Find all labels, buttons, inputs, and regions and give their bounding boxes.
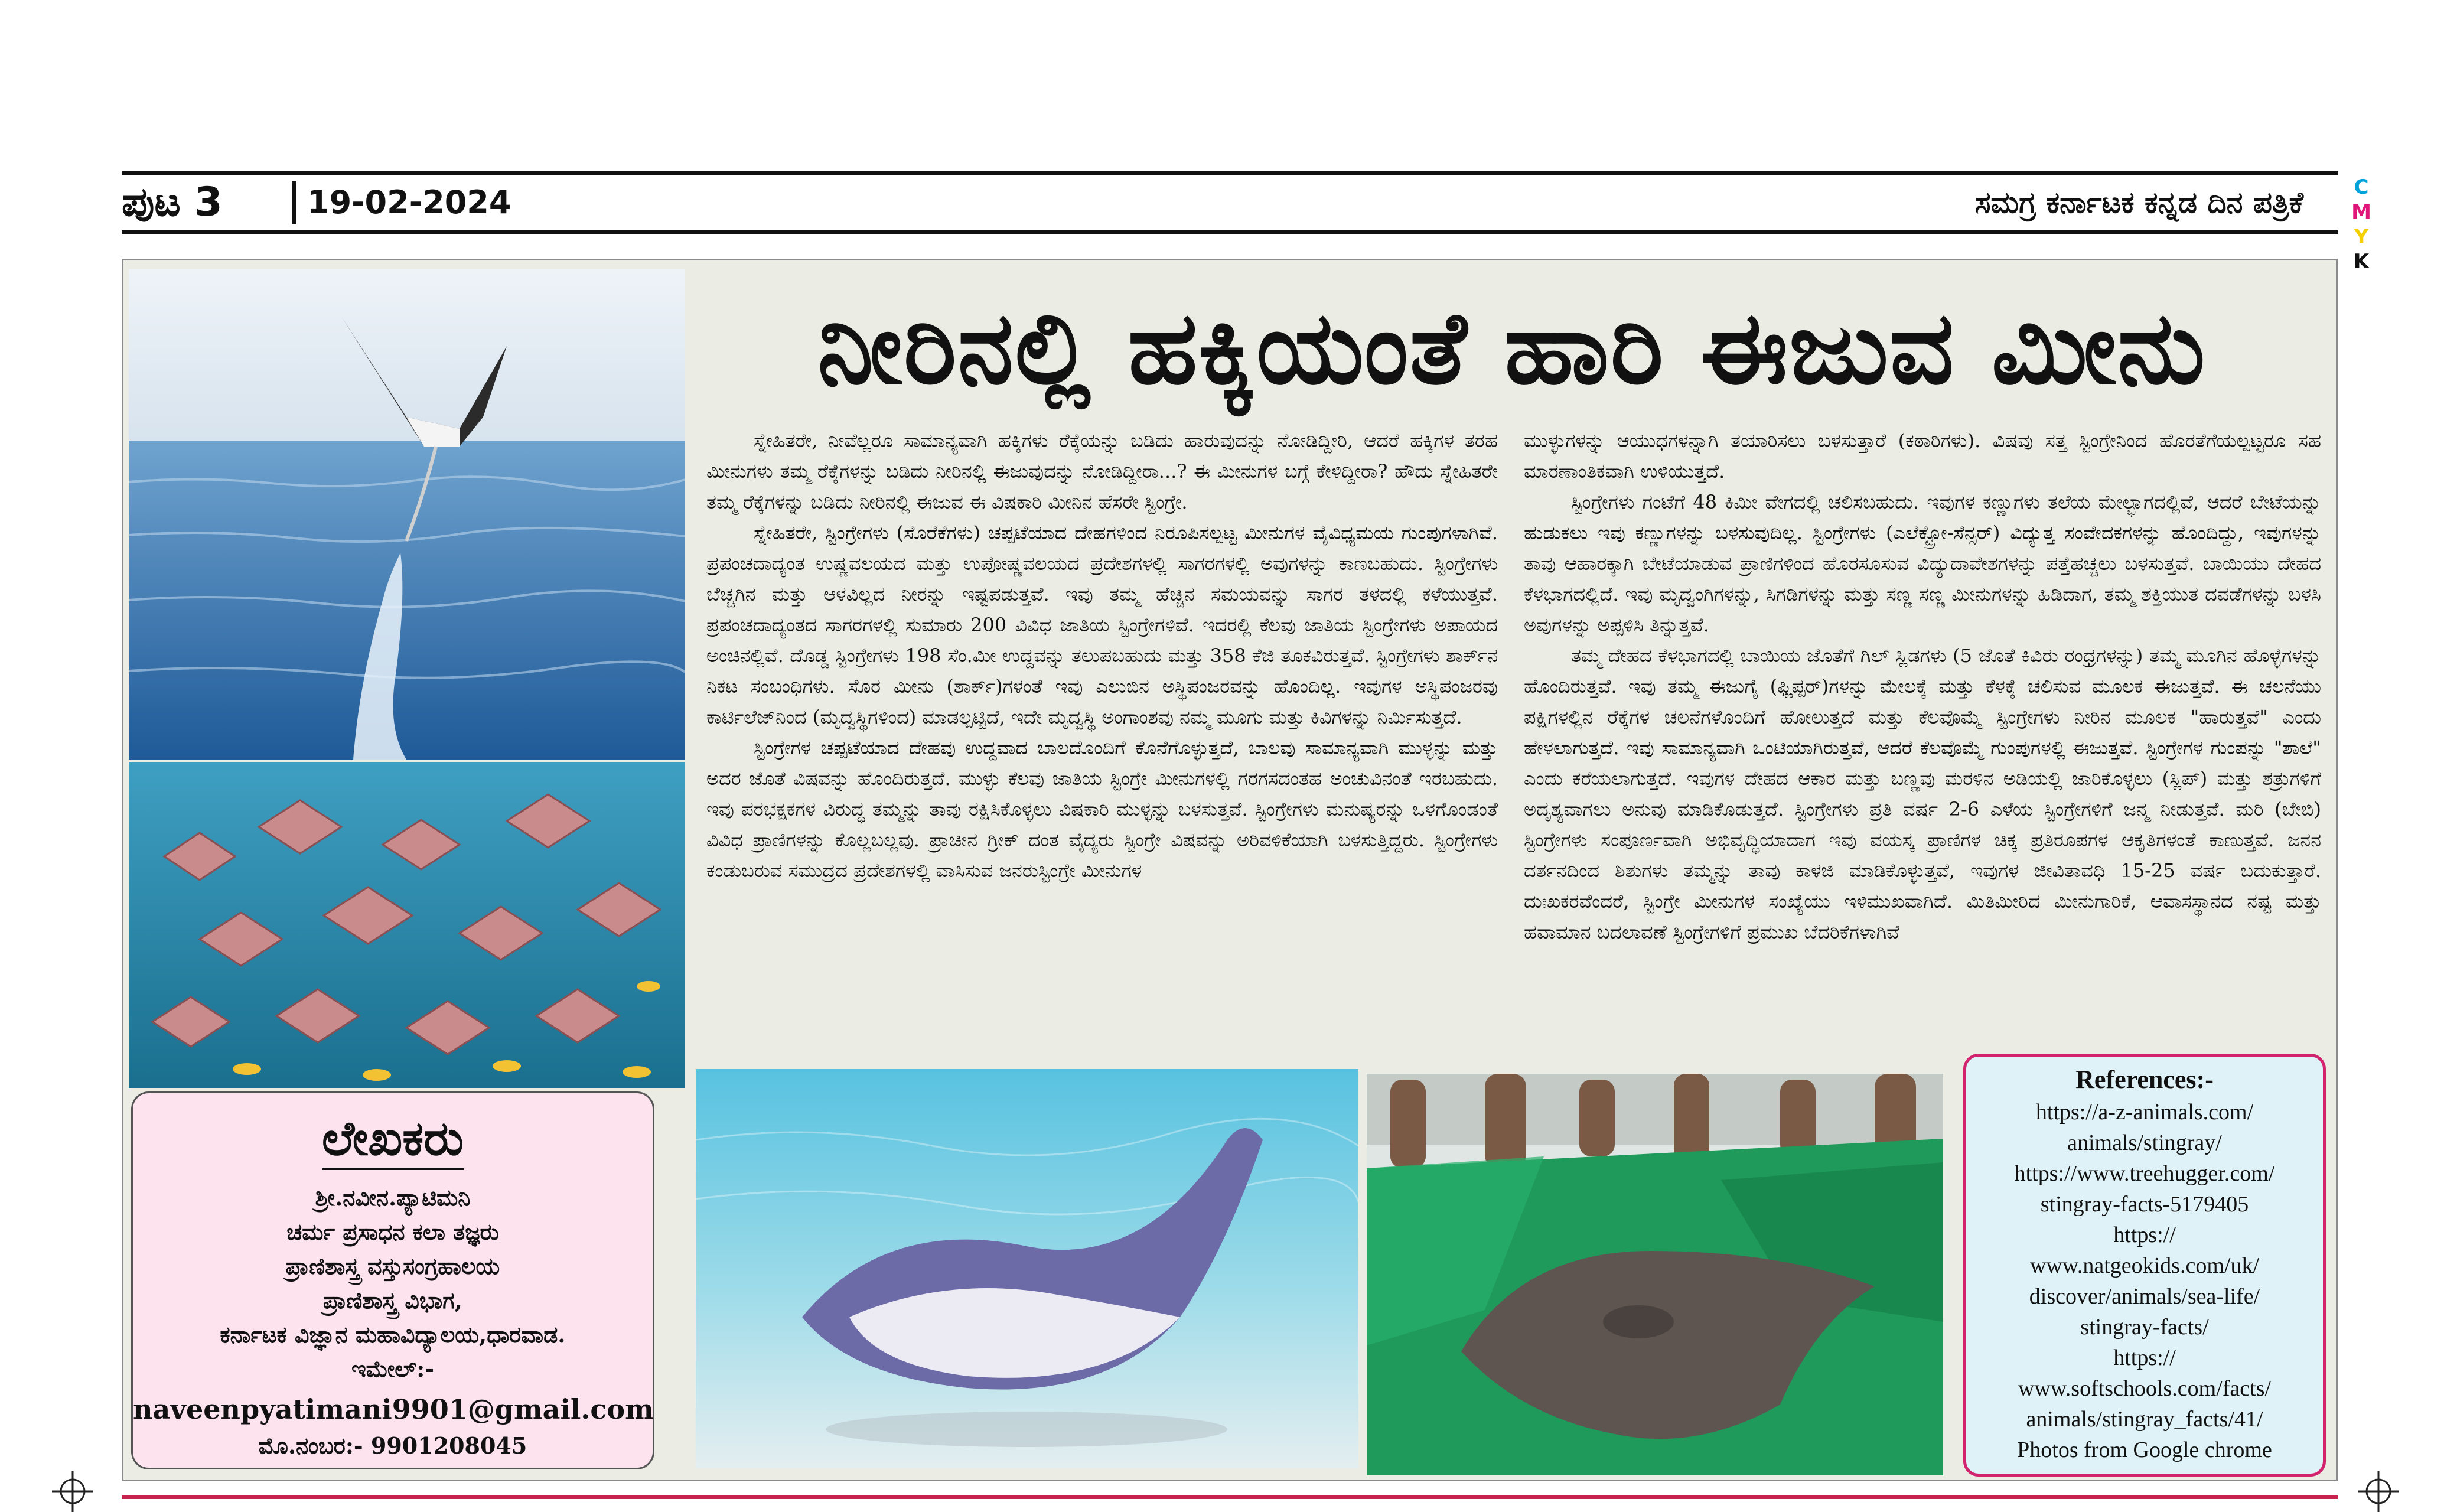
reference-line: https://a-z-animals.com/ [2035,1100,2254,1125]
references-box [1963,1054,2326,1477]
reference-line: www.natgeokids.com/uk/ [2029,1253,2260,1278]
author-line: ಇಮೇಲ್:- [351,1355,435,1382]
author-line: ಪ್ರಾಣಿಶಾಸ್ತ್ರ ವಸ್ತುಸಂಗ್ರಹಾಲಯ [285,1253,500,1279]
reference-line: www.softschools.com/facts/ [2018,1376,2272,1401]
author-line: ಚರ್ಮ ಪ್ರಸಾಧನ ಕಲಾ ತಜ್ಞರು [286,1218,499,1245]
author-line: ಶ್ರೀ.ನವೀನ.ಪ್ಯಾಟಿಮನಿ [315,1184,471,1211]
author-box [131,1091,654,1469]
reference-line: https://www.treehugger.com/ [2014,1161,2275,1186]
col2-paragraph: ಮುಳ್ಳುಗಳನ್ನು ಆಯುಧಗಳನ್ನಾಗಿ ತಯಾರಿಸಲು ಬಳಸುತ್ತಾರೆ (ಕಠಾರಿಗಳು). ವಿಷವು ಸತ್ತ ಸ್ಟಿಂಗ್ರೇನಿಂದ ಹೊರತೆಗೆಯಲ್ಪಟ್ಟರೂ ಸಹ ಮಾರಣಾಂತಿಕವಾಗಿ ಉಳಿಯುತ್ತದೆ. [1524,429,2321,483]
page-number: ಪುಟ 3 [122,179,223,226]
author-line: ಪ್ರಾಣಿಶಾಸ್ತ್ರ ವಿಭಾಗ, [322,1287,463,1314]
reference-line: https:// [2113,1223,2176,1247]
school-of-rays-photo [129,762,685,1088]
headline: ನೀರಿನಲ್ಲಿ ಹಕ್ಕಿಯಂತೆ ಹಾರಿ ಈಜುವ ಮೀನು [817,290,2207,407]
cmyk-y: Y [2354,225,2369,249]
header-bottom-rule [122,230,2338,234]
cmyk-m: M [2351,200,2371,224]
author-line: ಕರ್ನಾಟಕ ವಿಜ್ಞಾನ ಮಹಾವಿದ್ಯಾಲಯ,ಧಾರವಾಡ. [220,1321,566,1348]
col1-paragraph: ಸ್ನೇಹಿತರೇ, ನೀವೆಲ್ಲರೂ ಸಾಮಾನ್ಯವಾಗಿ ಹಕ್ಕಿಗಳು ರೆಕ್ಕೆಯನ್ನು ಬಡಿದು ಹಾರುವುದನ್ನು ನೋಡಿದ್ದೀರಿ, ಆದರೆ ಹಕ್ಕಿಗಳ ತರಹ ಮೀನುಗಳು ತಮ್ಮ ರೆಕ್ಕೆಗಳನ್ನು ಬಡಿದು ನೀರಿನಲ್ಲಿ ಈಜುವುದನ್ನು ನೋಡಿದ್ದೀರಾ...? ಈ ಮೀನುಗಳ ಬಗ್ಗೆ ಕೇಳಿದ್ದೀರಾ? ಹೌದು ಸ್ನೇಹಿತರೇ ತಮ್ಮ ರೆಕ್ಕೆಗಳನ್ನು ಬಡಿದು ನೀರಿನಲ್ಲಿ ಈಜುವ ಈ ವಿಷಕಾರಿ ಮೀನಿನ ಹೆಸರೇ ಸ್ಟಿಂಗ್ರೇ. [706,429,1498,513]
reference-line: https:// [2113,1345,2176,1370]
author-email: naveenpyatimani9901@gmail.com [133,1393,654,1425]
author-phone: ಮೊ.ನಂಬರ:- 9901208045 [258,1432,527,1459]
reference-line: animals/stingray_facts/41/ [2026,1407,2263,1432]
giant-stingray-on-tarp-photo [1367,1074,1943,1475]
col1-paragraph: ಸ್ಟಿಂಗ್ರೇಗಳ ಚಪ್ಪಟೆಯಾದ ದೇಹವು ಉದ್ದವಾದ ಬಾಲದೊಂದಿಗೆ ಕೊನೆಗೊಳ್ಳುತ್ತದೆ, ಬಾಲವು ಸಾಮಾನ್ಯವಾಗಿ ಮುಳ್ಳನ್ನು ಮತ್ತು ಅದರ ಜೊತೆ ವಿಷವನ್ನು ಹೊಂದಿರುತ್ತದೆ. ಮುಳ್ಳು ಕೆಲವು ಜಾತಿಯ ಸ್ಟಿಂಗ್ರೇ ಮೀನುಗಳಲ್ಲಿ ಗರಗಸದಂತಹ ಅಂಚುವಿನಂತೆ ಇರಬಹುದು. ಇವು ಪರಭಕ್ಷಕಗಳ ವಿರುದ್ಧ ತಮ್ಮನ್ನು ತಾವು ರಕ್ಷಿಸಿಕೊಳ್ಳಲು ವಿಷಕಾರಿ ಮುಳ್ಳನ್ನು ಬಳಸುತ್ತವೆ. ಸ್ಟಿಂಗ್ರೇಗಳು ಮನುಷ್ಯರನ್ನು ಒಳಗೊಂಡಂತೆ ವಿವಿಧ ಪ್ರಾಣಿಗಳನ್ನು ಕೊಲ್ಲಬಲ್ಲವು. ಪ್ರಾಚೀನ ಗ್ರೀಕ್ ದಂತ ವೈದ್ಯರು ಸ್ಟಿಂಗ್ರೇ ವಿಷವನ್ನು ಅರಿವಳಿಕೆಯಾಗಿ ಬಳಸುತ್ತಿದ್ದರು. ಸ್ಟಿಂಗ್ರೇಗಳು ಕಂಡುಬರುವ ಸಮುದ್ರದ ಪ್ರದೇಶಗಳಲ್ಲಿ ವಾಸಿಸುವ ಜನರುಸ್ಟಿಂಗ್ರೇ ಮೀನುಗಳ [706,737,1498,882]
col2-paragraph: ಸ್ಟಿಂಗ್ರೇಗಳು ಗಂಟೆಗೆ 48 ಕಿಮೀ ವೇಗದಲ್ಲಿ ಚಲಿಸಬಹುದು. ಇವುಗಳ ಕಣ್ಣುಗಳು ತಲೆಯ ಮೇಲ್ಭಾಗದಲ್ಲಿವೆ, ಆದರೆ ಬೇಟೆಯನ್ನು ಹುಡುಕಲು ಇವು ಕಣ್ಣುಗಳನ್ನು ಬಳಸುವುದಿಲ್ಲ. ಸ್ಟಿಂಗ್ರೇಗಳು (ಎಲೆಕ್ಟ್ರೋ-ಸೆನ್ಸರ್) ವಿದ್ಯುತ್ತ ಸಂವೇದಕಗಳನ್ನು ಹೊಂದಿದ್ದು, ಇವುಗಳನ್ನು ತಾವು ಆಹಾರಕ್ಕಾಗಿ ಬೇಟೆಯಾಡುವ ಪ್ರಾಣಿಗಳಿಂದ ಹೊರಸೂಸುವ ವಿದ್ಯುದಾವೇಶಗಳನ್ನು ಪತ್ತೆಹಚ್ಚಲು ಬಳಸುತ್ತವೆ. ಬಾಯಿಯು ದೇಹದ ಕೆಳಭಾಗದಲ್ಲಿದೆ. ಇವು ಮೃದ್ವಂಗಿಗಳನ್ನು, ಸಿಗಡಿಗಳನ್ನು ಮತ್ತು ಸಣ್ಣ ಸಣ್ಣ ಮೀನುಗಳನ್ನು ಹಿಡಿದಾಗ, ತಮ್ಮ ಶಕ್ತಿಯುತ ದವಡೆಗಳನ್ನು ಬಳಸಿ ಅವುಗಳನ್ನು ಅಪ್ಪಳಿಸಿ ತಿನ್ನುತ್ತವೆ. [1524,491,2321,636]
col1-paragraph: ಸ್ನೇಹಿತರೇ, ಸ್ಟಿಂಗ್ರೇಗಳು (ಸೊರೆಕೆಗಳು) ಚಪ್ಪಟೆಯಾದ ದೇಹಗಳಿಂದ ನಿರೂಪಿಸಲ್ಪಟ್ಟ ಮೀನುಗಳ ವೈವಿಧ್ಯಮಯ ಗುಂಪುಗಳಾಗಿವೆ. ಪ್ರಪಂಚದಾದ್ಯಂತ ಉಷ್ಣವಲಯದ ಮತ್ತು ಉಪೋಷ್ಣವಲಯದ ಪ್ರದೇಶಗಳಲ್ಲಿ ಸಾಗರಗಳಲ್ಲಿ ಅವುಗಳನ್ನು ಕಾಣಬಹುದು. ಸ್ಟಿಂಗ್ರೇಗಳು ಬೆಚ್ಚಗಿನ ಮತ್ತು ಆಳವಿಲ್ಲದ ನೀರನ್ನು ಇಷ್ಟಪಡುತ್ತವೆ. ಇವು ತಮ್ಮ ಹೆಚ್ಚಿನ ಸಮಯವನ್ನು ಸಾಗರ ತಳದಲ್ಲಿ ಕಳೆಯುತ್ತವೆ. ಪ್ರಪಂಚದಾದ್ಯಂತದ ಸಾಗರಗಳಲ್ಲಿ ಸುಮಾರು 200 ವಿವಿಧ ಜಾತಿಯ ಸ್ಟಿಂಗ್ರೇಗಳಿವೆ. ಇದರಲ್ಲಿ ಕೆಲವು ಜಾತಿಯ ಸ್ಟಿಂಗ್ರೇಗಳು ಅಪಾಯದ ಅಂಚಿನಲ್ಲಿವೆ. ದೊಡ್ಡ ಸ್ಟಿಂಗ್ರೇಗಳು 198 ಸೆಂ.ಮೀ ಉದ್ದವನ್ನು ತಲುಪಬಹುದು ಮತ್ತು 358 ಕೆಜಿ ತೂಕವಿರುತ್ತವೆ. ಸ್ಟಿಂಗ್ರೇಗಳು ಶಾರ್ಕ್‌ನ ನಿಕಟ ಸಂಬಂಧಿಗಳು. ಸೊರ ಮೀನು (ಶಾರ್ಕ್)ಗಳಂತೆ ಇವು ಎಲುಬಿನ ಅಸ್ಥಿಪಂಜರವನ್ನು ಹೊಂದಿಲ್ಲ. ಇವುಗಳ ಅಸ್ಥಿಪಂಜರವು ಕಾರ್ಟಿಲೆಜ್‌ನಿಂದ (ಮೃದ್ವಸ್ಥಿಗಳಿಂದ) ಮಾಡಲ್ಪಟ್ಟಿದೆ, ಇದೇ ಮೃದ್ವಸ್ಥಿ ಅಂಗಾಂಶವು ನಮ್ಮ ಮೂಗು ಮತ್ತು ಕಿವಿಗಳನ್ನು ನಿರ್ಮಿಸುತ್ತದೆ. [706,522,1498,728]
cmyk-c: C [2354,175,2369,199]
reference-line: animals/stingray/ [2067,1130,2222,1155]
bottom-rule [122,1495,2338,1499]
article-column-1 [706,425,1498,1051]
header-top-rule [122,171,2338,175]
ray-leaping-photo [129,269,685,760]
reference-line: stingray-facts-5179405 [2040,1192,2249,1217]
reference-line: discover/animals/sea-life/ [2029,1284,2260,1309]
cmyk-k: K [2353,250,2370,273]
registration-mark-icon [2358,1471,2399,1512]
header-separator [292,181,296,224]
reference-line: Photos from Google chrome [2017,1438,2272,1462]
col2-paragraph: ತಮ್ಮ ದೇಹದ ಕೆಳಭಾಗದಲ್ಲಿ ಬಾಯಿಯ ಜೊತೆಗೆ ಗಿಲ್ ಸ್ಲಿಡಗಳು (5 ಜೊತೆ ಕಿವಿರು ರಂಧ್ರಗಳನ್ನು) ತಮ್ಮ ಮೂಗಿನ ಹೊಳ್ಳೆಗಳನ್ನು ಹೊಂದಿರುತ್ತವೆ. ಇವು ತಮ್ಮ ಈಜುಗೈ (ಫ್ಲಿಪ್ಪರ್)ಗಳನ್ನು ಮೇಲಕ್ಕೆ ಮತ್ತು ಕೆಳಕ್ಕೆ ಚಲಿಸುವ ಮೂಲಕ ಈಜುತ್ತವೆ. ಈ ಚಲನೆಯು ಪಕ್ಷಿಗಳಲ್ಲಿನ ರೆಕ್ಕೆಗಳ ಚಲನೆಗಳೊಂದಿಗೆ ಹೋಲುತ್ತದೆ ಮತ್ತು ಕೆಲವೊಮ್ಮೆ ಸ್ಟಿಂಗ್ರೇಗಳು ನೀರಿನ ಮೂಲಕ "ಹಾರುತ್ತವೆ" ಎಂದು ಹೇಳಲಾಗುತ್ತದೆ. ಇವು ಸಾಮಾನ್ಯವಾಗಿ ಒಂಟಿಯಾಗಿರುತ್ತವೆ, ಆದರೆ ಕೆಲವೊಮ್ಮೆ ಗುಂಪುಗಳಲ್ಲಿ ಈಜುತ್ತವೆ. ಸ್ಟಿಂಗ್ರೇಗಳ ಗುಂಪನ್ನು "ಶಾಲೆ" ಎಂದು ಕರೆಯಲಾಗುತ್ತದೆ. ಇವುಗಳ ದೇಹದ ಆಕಾರ ಮತ್ತು ಬಣ್ಣವು ಮರಳಿನ ಅಡಿಯಲ್ಲಿ ಜಾರಿಕೊಳ್ಳಲು (ಸ್ಲಿಪ್) ಮತ್ತು ಶತ್ರುಗಳಿಗೆ ಅದೃಶ್ಯವಾಗಲು ಅನುವು ಮಾಡಿಕೊಡುತ್ತದೆ. ಸ್ಟಿಂಗ್ರೇಗಳು ಪ್ರತಿ ವರ್ಷ 2-6 ಎಳೆಯ ಸ್ಟಿಂಗ್ರೇಗಳಿಗೆ ಜನ್ಮ ನೀಡುತ್ತವೆ. ಮರಿ (ಬೇಬಿ) ಸ್ಟಿಂಗ್ರೇಗಳು ಸಂಪೂರ್ಣವಾಗಿ ಅಭಿವೃದ್ಧಿಯಾದಾಗ ಇವು ವಯಸ್ಕ ಪ್ರಾಣಿಗಳ ಚಿಕ್ಕ ಪ್ರತಿರೂಪಗಳ ಆಕೃತಿಗಳಂತೆ ಕಾಣುತ್ತವೆ. ಜನನ ದರ್ಶನದಿಂದ ಶಿಶುಗಳು ತಮ್ಮನ್ನು ತಾವು ಕಾಳಜಿ ಮಾಡಿಕೊಳ್ಳುತ್ತವೆ, ಇವುಗಳ ಜೀವಿತಾವಧಿ 15-25 ವರ್ಷ ಬದುಕುತ್ತಾರೆ. ದುಃಖಕರವೆಂದರೆ, ಸ್ಟಿಂಗ್ರೇ ಮೀನುಗಳ ಸಂಖ್ಯೆಯು ಇಳಿಮುಖವಾಗಿದೆ. ಮಿತಿಮೀರಿದ ಮೀನುಗಾರಿಕೆ, ಆವಾಸಸ್ಥಾನದ ನಷ್ಟ ಮತ್ತು ಹವಾಮಾನ ಬದಲಾವಣೆ ಸ್ಟಿಂಗ್ರೇಗಳಿಗೆ ಪ್ರಮುಖ ಬೆದರಿಕೆಗಳಾಗಿವೆ [1524,644,2321,943]
references-title: References:- [2075,1065,2214,1094]
reference-line: stingray-facts/ [2080,1315,2209,1340]
cmyk-marks [2350,175,2373,274]
stingray-on-sand-photo [696,1069,1358,1468]
issue-date: 19-02-2024 [307,184,511,221]
article-column-2 [1524,425,2321,1051]
registration-mark-icon [52,1471,93,1512]
author-box-title: ಲೇಖಕರು [322,1109,464,1170]
newspaper-name: ಸಮಗ್ರ ಕರ್ನಾಟಕ ಕನ್ನಡ ದಿನ ಪತ್ರಿಕೆ [1974,185,2303,220]
